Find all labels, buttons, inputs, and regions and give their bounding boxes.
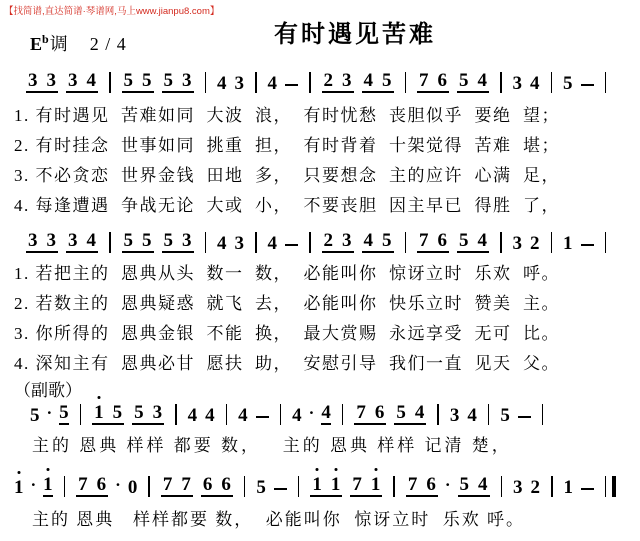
music-line-3-chorus: 5 · 5 1 5 5 3 4 4 4 4 · 4 7 6 5 4 3 4 5 [30,394,546,425]
verse-2-line: 2. 有时挂念 世事如同 挑重 担， 有时背着 十架觉得 苦难 堪； [14,136,560,155]
music-line-1: 3 3 3 4 5 5 5 3 4 3 4 2 3 4 5 7 6 5 4 3 4 5 [26,62,609,93]
verse-2-line2: 2. 若数主的 恩典疑惑 就飞 去， 必能叫你 快乐立时 赞美 主。 [14,294,560,313]
verse-group-2 [14,259,560,379]
flat-symbol: b [42,32,49,46]
key-word: 调 [49,34,68,54]
verse-1-line: 1. 有时遇见 苦难如同 大波 浪， 有时忧愁 丧胆似乎 要绝 望； [14,106,560,125]
verse-4-line: 4. 每逢遭遇 争战无论 大或 小， 不要丧胆 因主早已 得胜 了， [14,196,560,215]
chorus-label: （副歌） [14,381,82,400]
music-line-2: 3 3 3 4 5 5 5 3 4 3 4 2 3 4 5 7 6 5 4 3 2 1 [26,222,609,253]
verse-3-line: 3. 不必贪恋 世界金钱 田地 多， 只要想念 主的应许 心满 足， [14,166,560,185]
verse-group-1 [14,101,560,221]
key-signature [30,30,127,56]
song-title: 有时遇见苦难 [274,21,436,48]
key-letter: E [30,34,43,54]
verse-1-line2: 1. 若把主的 恩典从头 数一 数， 必能叫你 惊讶立时 乐欢 呼。 [14,264,560,283]
time-signature: 2 / 4 [89,34,127,54]
verse-3-line2: 3. 你所得的 恩典金银 不能 换， 最大赏赐 永远享受 无可 比。 [14,324,560,343]
chorus-lyric-2: 主的 恩典 样样都要 数， 必能叫你 惊讶立时 乐欢 呼。 [32,510,525,529]
verse-4-line2: 4. 深知主有 恩典必甘 愿扶 助， 安慰引导 我们一直 见天 父。 [14,354,560,373]
chorus-lyric-1: 主的 恩典 样样 都要 数， 主的 恩典 样样 记清 楚， [32,436,512,455]
watermark-text: 【找简谱,直达简谱·琴谱网,马上www.jianpu8.com】 [4,6,220,17]
music-line-4-chorus: 1 · 1 7 6 · 0 7 7 6 6 5 1 1 7 1 7 6 · 5 4 3 2 1 [14,466,616,497]
